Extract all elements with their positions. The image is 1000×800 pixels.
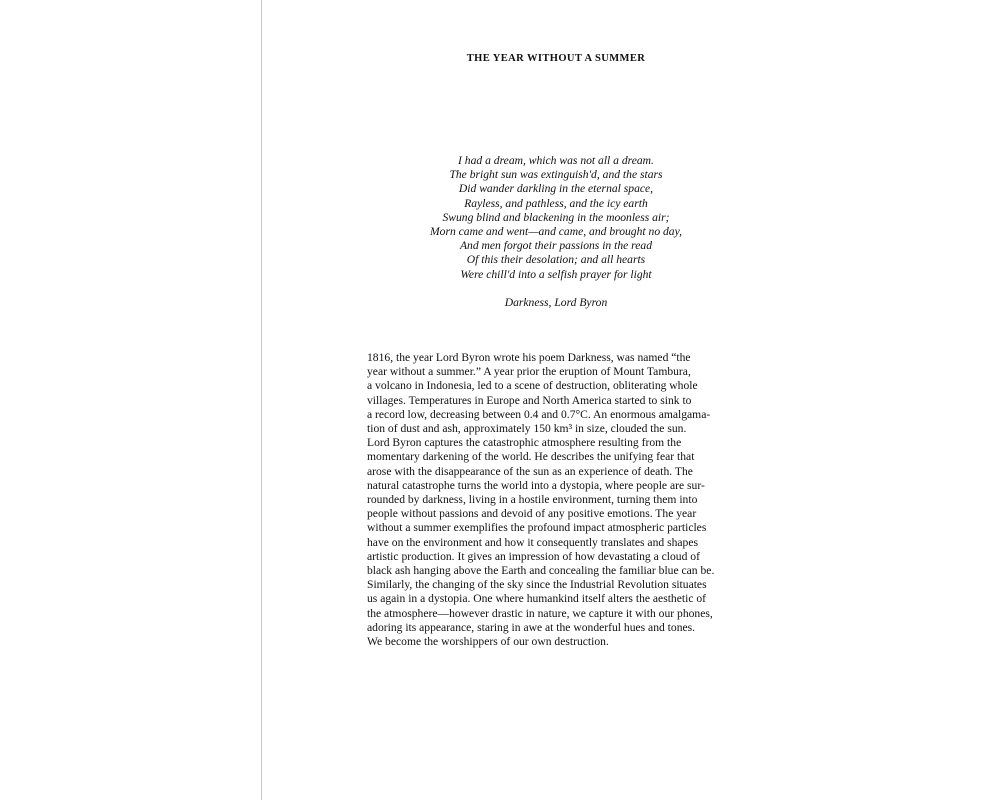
body-line: have on the environment and how it consequently translates and shapes [367, 535, 698, 549]
body-line: year without a summer.” A year prior the eruption of Mount Tambura, [367, 365, 691, 379]
epigraph [262, 154, 850, 282]
body-line: Lord Byron captures the catastrophic atmosphere resulting from the [367, 436, 682, 450]
body-line: us again in a dystopia. One where humankind itself alters the aesthetic of [367, 592, 707, 606]
body-line: We become the worshippers of our own destruction. [367, 635, 609, 649]
body-paragraph [367, 351, 747, 649]
body-line: natural catastrophe turns the world into a dystopia, where people are sur- [367, 478, 705, 492]
body-line: without a summer exemplifies the profound impact atmospheric particles [367, 521, 707, 535]
body-line: black ash hanging above the Earth and concealing the familiar blue can be. [367, 564, 715, 578]
epigraph-line: And men forgot their passions in the read [459, 239, 653, 253]
body-line: adoring its appearance, staring in awe at the wonderful hues and tones. [367, 620, 696, 634]
epigraph-line: I had a dream, which was not all a dream. [458, 154, 654, 167]
body-line: momentary darkening of the world. He describes the unifying fear that [367, 450, 695, 464]
page-title: THE YEAR WITHOUT A SUMMER [466, 53, 646, 64]
epigraph-line: Of this their desolation; and all hearts [466, 253, 646, 267]
body-line: arose with the disappearance of the sun as an experience of death. The [367, 464, 693, 478]
epigraph-line: Swung blind and blackening in the moonless air; [442, 210, 670, 224]
body-line: artistic production. It gives an impression of how devastating a cloud of [367, 549, 700, 563]
body-line: tion of dust and ash, approximately 150 km³ in size, clouded the sun. [367, 422, 687, 436]
epigraph-line: Were chill'd into a selfish prayer for light [460, 267, 652, 281]
body-line: rounded by darkness, living in a hostile environment, turning them into [367, 493, 698, 507]
body-line: a record low, decreasing between 0.4 and 0.7°C. An enormous amalgama- [367, 407, 711, 421]
body-line: villages. Temperatures in Europe and North America started to sink to [367, 393, 692, 407]
body-line: 1816, the year Lord Byron wrote his poem Darkness, was named “the [367, 351, 691, 364]
page-gutter-rule [261, 0, 262, 800]
body-line: a volcano in Indonesia, led to a scene of destruction, obliterating whole [367, 379, 698, 393]
epigraph-line: Did wander darkling in the eternal space, [458, 182, 654, 196]
body-line: Similarly, the changing of the sky since the Industrial Revolution situates [367, 578, 707, 592]
epigraph-line: Rayless, and pathless, and the icy earth [464, 196, 648, 210]
body-line: people without passions and devoid of any positive emotions. The year [367, 507, 697, 521]
body-line: the atmosphere—however drastic in nature, we capture it with our phones, [367, 606, 713, 620]
epigraph-line: The bright sun was extinguish'd, and the stars [449, 168, 663, 182]
epigraph-line: Morn came and went—and came, and brought no day, [429, 225, 683, 239]
epigraph-attribution: Darkness, Lord Byron [504, 296, 608, 309]
